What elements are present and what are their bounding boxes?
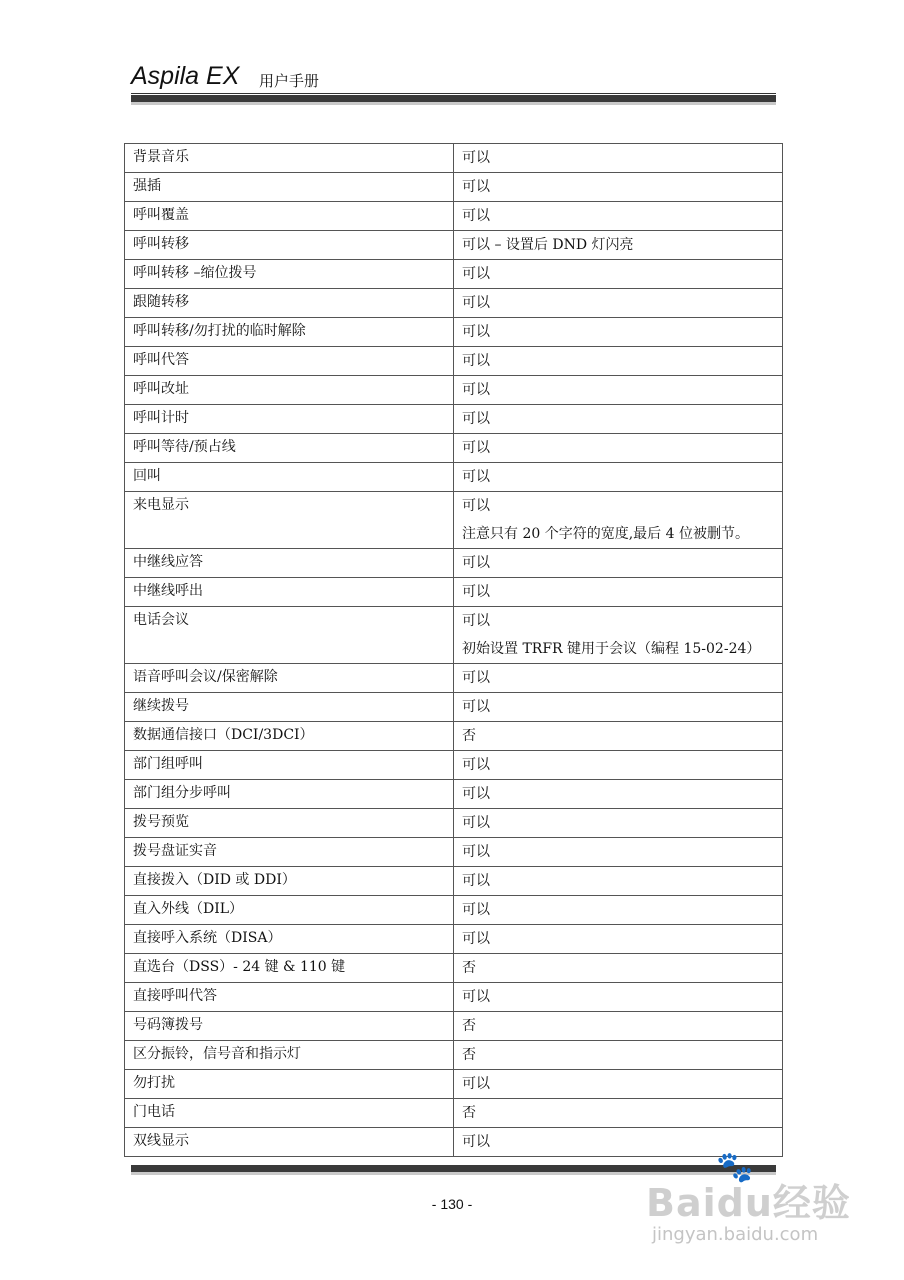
feature-availability-cell — [454, 693, 783, 722]
availability-value: 否 — [462, 728, 476, 744]
table-row — [125, 405, 783, 434]
availability-value: 可以 — [462, 815, 490, 831]
table-row — [125, 492, 783, 549]
feature-availability-cell — [454, 1070, 783, 1099]
feature-availability-cell — [454, 664, 783, 693]
availability-value: 可以 — [462, 931, 490, 947]
feature-name-cell: 数据通信接口（DCI/3DCI） — [125, 722, 454, 751]
feature-availability-cell — [454, 722, 783, 751]
feature-availability-cell — [454, 983, 783, 1012]
feature-availability-cell — [454, 1041, 783, 1070]
feature-name-cell: 来电显示 — [125, 492, 454, 549]
feature-availability-cell — [454, 289, 783, 318]
availability-value: 可以 — [462, 555, 490, 571]
feature-availability-cell — [454, 405, 783, 434]
feature-availability-cell — [454, 347, 783, 376]
table-row — [125, 376, 783, 405]
feature-name-cell: 呼叫转移 –缩位拨号 — [125, 260, 454, 289]
feature-availability-cell — [454, 376, 783, 405]
table-row — [125, 318, 783, 347]
table-row — [125, 202, 783, 231]
availability-value: 否 — [462, 1105, 476, 1121]
table-row — [125, 925, 783, 954]
table-row — [125, 434, 783, 463]
table-row — [125, 144, 783, 173]
feature-name-cell: 强插 — [125, 173, 454, 202]
table-row — [125, 231, 783, 260]
availability-value: 可以 — [462, 469, 490, 485]
feature-availability-cell — [454, 954, 783, 983]
table-row — [125, 809, 783, 838]
availability-value: 否 — [462, 1047, 476, 1063]
availability-value: 可以 — [462, 266, 490, 282]
feature-name-cell: 呼叫改址 — [125, 376, 454, 405]
feature-name-cell: 呼叫转移/勿打扰的临时解除 — [125, 318, 454, 347]
feature-name-cell: 电话会议 — [125, 607, 454, 664]
feature-name-cell: 语音呼叫会议/保密解除 — [125, 664, 454, 693]
feature-name-cell: 呼叫代答 — [125, 347, 454, 376]
feature-availability-cell — [454, 1099, 783, 1128]
feature-name-cell: 拨号盘证实音 — [125, 838, 454, 867]
table-row — [125, 1041, 783, 1070]
feature-name-cell: 跟随转移 — [125, 289, 454, 318]
table-row — [125, 1070, 783, 1099]
feature-availability-cell — [454, 1012, 783, 1041]
feature-availability-cell — [454, 549, 783, 578]
table-row — [125, 780, 783, 809]
feature-availability-cell — [454, 896, 783, 925]
availability-value: 可以 — [462, 353, 490, 369]
feature-name-cell: 呼叫覆盖 — [125, 202, 454, 231]
availability-value: 可以 — [462, 1134, 490, 1150]
table-row — [125, 1012, 783, 1041]
feature-availability-cell — [454, 780, 783, 809]
availability-value: 可以 — [462, 613, 490, 629]
table-row — [125, 549, 783, 578]
page-number: - 130 - — [431, 1196, 473, 1212]
table-row — [125, 1099, 783, 1128]
table-row — [125, 838, 783, 867]
feature-availability-cell — [454, 144, 783, 173]
feature-availability-cell — [454, 173, 783, 202]
feature-name-cell: 区分振铃，信号音和指示灯 — [125, 1041, 454, 1070]
availability-value: 可以 — [462, 844, 490, 860]
availability-value: 可以 — [462, 324, 490, 340]
availability-value: 可以 — [462, 411, 490, 427]
availability-value: 否 — [462, 1018, 476, 1034]
watermark-brand: Baidu经验 — [646, 1181, 851, 1225]
feature-name-cell: 拨号预览 — [125, 809, 454, 838]
feature-name-cell: 继续拨号 — [125, 693, 454, 722]
feature-name-cell: 呼叫计时 — [125, 405, 454, 434]
availability-value: 可以 — [462, 179, 490, 195]
feature-availability-cell — [454, 925, 783, 954]
feature-availability-cell — [454, 202, 783, 231]
availability-value: 可以 — [462, 873, 490, 889]
feature-table — [124, 143, 783, 1157]
availability-value: 可以 — [462, 584, 490, 600]
table-row — [125, 463, 783, 492]
availability-value: 可以 — [462, 150, 490, 166]
table-row — [125, 173, 783, 202]
availability-value: 可以 — [462, 670, 490, 686]
feature-name-cell: 呼叫转移 — [125, 231, 454, 260]
feature-availability-cell — [454, 607, 783, 664]
feature-availability-cell — [454, 838, 783, 867]
availability-note: 注意只有 20 个字符的宽度,最后 4 位被删节。 — [462, 526, 749, 542]
table-row — [125, 347, 783, 376]
manual-subtitle: 用户手册 — [259, 72, 320, 90]
feature-name-cell: 部门组分步呼叫 — [125, 780, 454, 809]
feature-name-cell: 门电话 — [125, 1099, 454, 1128]
table-row — [125, 693, 783, 722]
table-row — [125, 867, 783, 896]
feature-name-cell: 直接拨入（DID 或 DDI） — [125, 867, 454, 896]
availability-note: 初始设置 TRFR 键用于会议（编程 15-02-24） — [462, 641, 761, 657]
feature-availability-cell — [454, 318, 783, 347]
availability-value: 可以 — [462, 902, 490, 918]
availability-value: 可以 — [462, 699, 490, 715]
table-row — [125, 896, 783, 925]
feature-name-cell: 中继线呼出 — [125, 578, 454, 607]
feature-name-cell: 背景音乐 — [125, 144, 454, 173]
table-row — [125, 289, 783, 318]
feature-availability-cell — [454, 578, 783, 607]
availability-value: 可以 — [462, 498, 490, 514]
feature-availability-cell — [454, 260, 783, 289]
feature-name-cell: 直接呼入系统（DISA） — [125, 925, 454, 954]
feature-table-body — [125, 144, 783, 1157]
availability-value: 可以 — [462, 786, 490, 802]
availability-value: 可以 – 设置后 DND 灯闪亮 — [462, 237, 634, 253]
feature-name-cell: 勿打扰 — [125, 1070, 454, 1099]
header-divider-thin — [131, 93, 776, 94]
header-divider-thick — [131, 95, 776, 102]
table-row — [125, 607, 783, 664]
feature-name-cell: 直选台（DSS）- 24 键 & 110 键 — [125, 954, 454, 983]
feature-availability-cell — [454, 867, 783, 896]
table-row — [125, 751, 783, 780]
baidu-watermark — [640, 1150, 870, 1260]
availability-value: 否 — [462, 960, 476, 976]
availability-value: 可以 — [462, 295, 490, 311]
feature-name-cell: 双线显示 — [125, 1128, 454, 1157]
feature-availability-cell — [454, 492, 783, 549]
paw-logo-icon: 🐾 — [716, 1150, 754, 1185]
feature-name-cell: 部门组呼叫 — [125, 751, 454, 780]
feature-availability-cell — [454, 231, 783, 260]
availability-value: 可以 — [462, 757, 490, 773]
manual-title: Aspila EX — [131, 62, 240, 90]
header-divider-shadow — [131, 102, 776, 105]
table-row — [125, 983, 783, 1012]
feature-availability-cell — [454, 751, 783, 780]
watermark-url: jingyan.baidu.com — [652, 1224, 819, 1245]
availability-value: 可以 — [462, 440, 490, 456]
availability-value: 可以 — [462, 208, 490, 224]
feature-availability-cell — [454, 434, 783, 463]
feature-name-cell: 中继线应答 — [125, 549, 454, 578]
availability-value: 可以 — [462, 382, 490, 398]
availability-value: 可以 — [462, 989, 490, 1005]
feature-name-cell: 回叫 — [125, 463, 454, 492]
table-row — [125, 664, 783, 693]
feature-name-cell: 直入外线（DIL） — [125, 896, 454, 925]
table-row — [125, 260, 783, 289]
feature-availability-cell — [454, 463, 783, 492]
table-row — [125, 954, 783, 983]
feature-availability-cell — [454, 809, 783, 838]
table-row — [125, 722, 783, 751]
feature-name-cell: 直接呼叫代答 — [125, 983, 454, 1012]
table-row — [125, 578, 783, 607]
feature-name-cell: 号码簿拨号 — [125, 1012, 454, 1041]
availability-value: 可以 — [462, 1076, 490, 1092]
feature-name-cell: 呼叫等待/预占线 — [125, 434, 454, 463]
